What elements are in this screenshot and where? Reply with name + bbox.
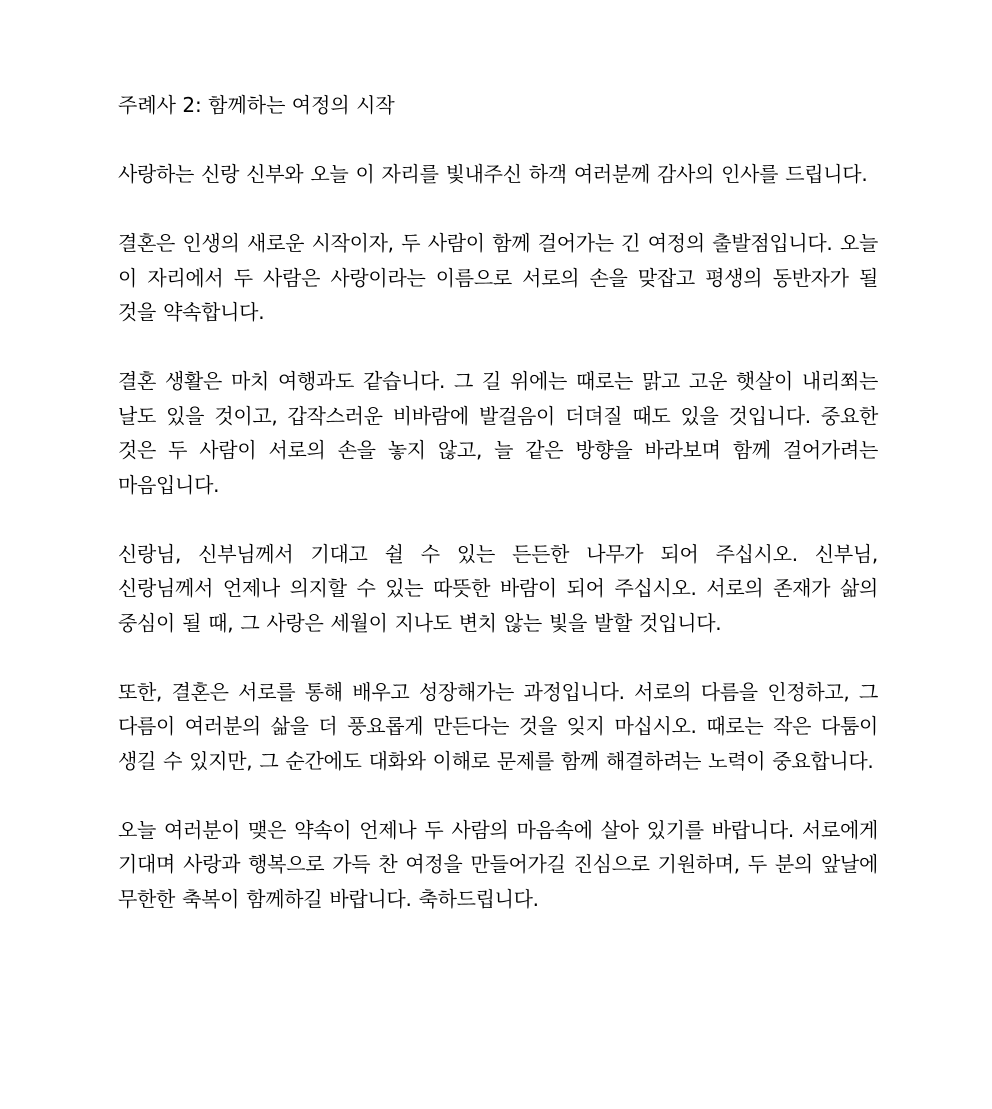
paragraph-closing: 오늘 여러분이 맺은 약속이 언제나 두 사람의 마음속에 살아 있기를 바랍니다. 서로에게 기대며 사랑과 행복으로 가득 찬 여정을 만들어가길 진심으로 기원하며, 두 분의 앞날에 무한한 축복이 함께하길 바랍니다. 축하드립니다. [118,817,878,911]
paragraph-journey: 결혼 생활은 마치 여행과도 같습니다. 그 길 위에는 때로는 맑고 고운 햇살이 내리쬐는 날도 있을 것이고, 갑작스러운 비바람에 발걸음이 더뎌질 때도 있을 것입니다. 중요한 것은 두 사람이 서로의 손을 놓지 않고, 늘 같은 방향을 바라보며 함께 걸어가려는 마음입니다. [118,369,878,497]
paragraph-marriage-start: 결혼은 인생의 새로운 시작이자, 두 사람이 함께 걸어가는 긴 여정의 출발점입니다. 오늘 이 자리에서 두 사람은 사랑이라는 이름으로 서로의 손을 맞잡고 평생의 동반자가 될 것을 약속합니다. [118,231,878,324]
paragraph-support: 신랑님, 신부님께서 기대고 쉴 수 있는 든든한 나무가 되어 주십시오. 신부님, 신랑님께서 언제나 의지할 수 있는 따뜻한 바람이 되어 주십시오. 서로의 존재가 삶의 중심이 될 때, 그 사랑은 세월이 지나도 변치 않는 빛을 발할 것입니다. [118,541,878,635]
document-page [118,88,878,916]
paragraph-growth: 또한, 결혼은 서로를 통해 배우고 성장해가는 과정입니다. 서로의 다름을 인정하고, 그 다름이 여러분의 삶을 더 풍요롭게 만든다는 것을 잊지 마십시오. 때로는 작은 다툼이 생길 수 있지만, 그 순간에도 대화와 이해로 문제를 함께 해결하려는 노력이 중요합니다. [118,679,878,773]
paragraph-greeting: 사랑하는 신랑 신부와 오늘 이 자리를 빛내주신 하객 여러분께 감사의 인사를 드립니다. [118,162,868,186]
document-title: 주례사 2: 함께하는 여정의 시작 [118,93,395,117]
